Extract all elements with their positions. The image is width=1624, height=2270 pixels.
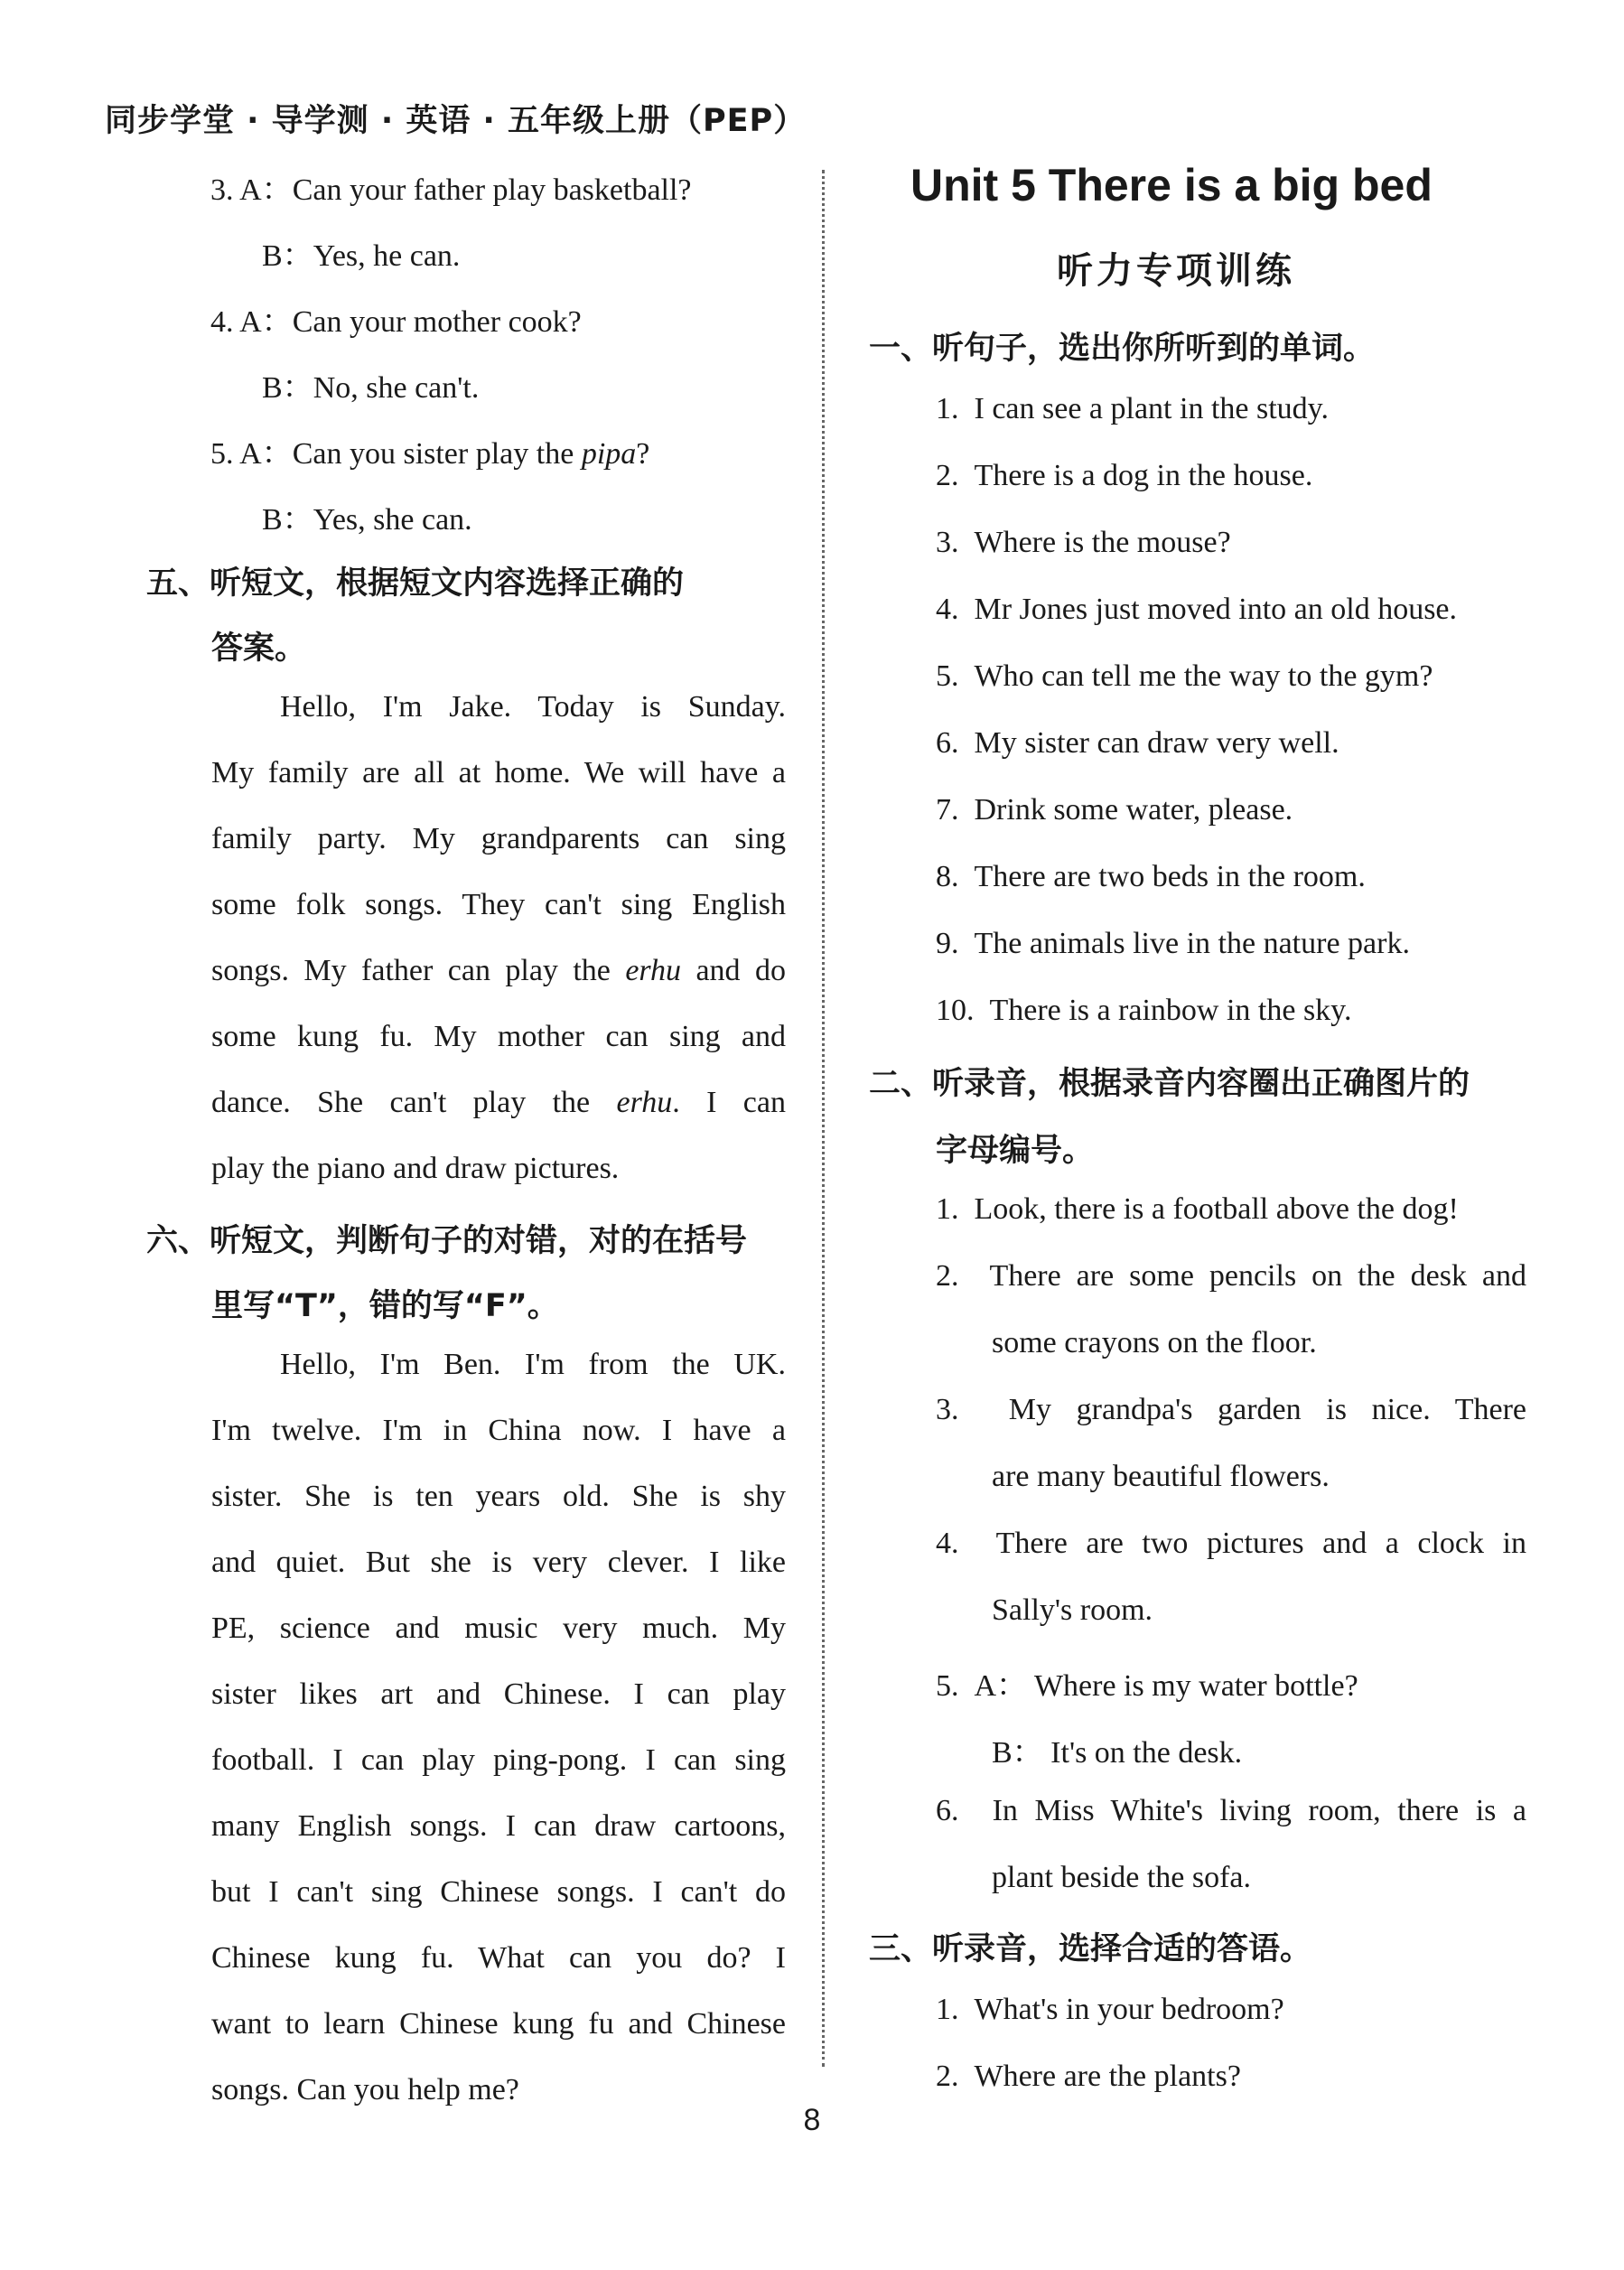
list-item xyxy=(936,860,1366,894)
item-text: In Miss White's living room, there is a xyxy=(992,1794,1527,1827)
item-number: 8. xyxy=(936,860,959,893)
unit-title: Unit 5 There is a big bed xyxy=(910,160,1433,210)
item-text: Drink some water, please. xyxy=(974,793,1293,827)
item-number: 6. xyxy=(936,726,959,760)
item-text: There is a rainbow in the sky. xyxy=(989,994,1352,1027)
item-text: Mr Jones just moved into an old house. xyxy=(974,593,1458,626)
dialogue-line: No, she can't. xyxy=(313,371,480,405)
list-item xyxy=(936,526,1231,560)
item-number: 5. xyxy=(936,1669,959,1703)
dialogue-4-b xyxy=(262,362,479,406)
dialogue-line: Can you sister play the pipa? xyxy=(292,437,650,471)
passage-line: want to learn Chinese kung fu and Chinese xyxy=(211,2007,786,2041)
item-text: Who can tell me the way to the gym? xyxy=(974,659,1433,693)
list-item-cont: B： It's on the desk. xyxy=(992,1736,1243,1770)
passage-line: songs. Can you help me? xyxy=(211,2073,519,2107)
list-item xyxy=(936,1192,1459,1227)
list-item xyxy=(936,1993,1284,2027)
list-item xyxy=(936,793,1293,827)
dialogue-5-b xyxy=(262,494,472,538)
passage-line: My family are all at home. We will have a xyxy=(211,756,786,789)
list-item-cont: Sally's room. xyxy=(992,1593,1153,1627)
passage-line: some kung fu. My mother can sing and xyxy=(211,1020,786,1053)
item-number: 4. xyxy=(936,593,959,626)
item-number: 5. xyxy=(936,659,959,693)
column-divider xyxy=(822,170,825,2067)
speaker-a-label: A： xyxy=(239,305,293,339)
list-item xyxy=(936,726,1339,761)
list-item xyxy=(936,1527,1526,1561)
item-text: Where is the mouse? xyxy=(974,526,1231,559)
dialogue-line: Can your father play basketball? xyxy=(292,173,692,207)
dialogue-line: Yes, she can. xyxy=(313,503,472,537)
passage-line: songs. My father can play the erhu and do xyxy=(211,954,786,987)
passage-line: many English songs. I can draw cartoons, xyxy=(211,1809,786,1843)
speaker-a-label: A： xyxy=(239,437,293,471)
section-1-title: 一、听句子，选出你所听到的单词。 xyxy=(869,331,1376,367)
item-number: 3. xyxy=(936,1393,959,1426)
list-item xyxy=(936,459,1312,493)
item-number: 1. xyxy=(936,392,959,425)
list-item xyxy=(936,994,1351,1028)
item-number: 2. xyxy=(936,459,959,492)
item-number: 1. xyxy=(936,1192,959,1226)
passage-line: Hello, I'm Jake. Today is Sunday. xyxy=(280,690,786,724)
item-text: My grandpa's garden is nice. There xyxy=(1008,1393,1527,1426)
passage-line: but I can't sing Chinese songs. I can't do xyxy=(211,1875,786,1909)
item-text: There are two beds in the room. xyxy=(974,860,1366,893)
list-item xyxy=(936,593,1457,627)
passage-line: PE, science and music very much. My xyxy=(211,1611,786,1645)
dialogue-number: 5. xyxy=(210,437,234,471)
section-5-title: 五、听短文，根据短文内容选择正确的 xyxy=(146,565,685,602)
speaker-b-label: B： xyxy=(262,371,313,405)
item-number: 3. xyxy=(936,526,959,559)
item-number: 9. xyxy=(936,927,959,960)
passage-line: and quiet. But she is very clever. I like xyxy=(211,1546,786,1579)
passage-line: family party. My grandparents can sing xyxy=(211,822,786,855)
dialogue-3-a xyxy=(210,164,692,209)
passage-line: sister likes art and Chinese. I can play xyxy=(211,1677,786,1711)
item-number: 7. xyxy=(936,793,959,827)
item-text: There is a dog in the house. xyxy=(974,459,1313,492)
item-text: My sister can draw very well. xyxy=(974,726,1339,760)
dialogue-3-b xyxy=(262,230,460,275)
passage-line: I'm twelve. I'm in China now. I have a xyxy=(211,1414,786,1447)
section-6-title-cont: 里写“T”，错的写“F”。 xyxy=(211,1288,559,1324)
list-item xyxy=(936,1259,1526,1294)
item-text: The animals live in the nature park. xyxy=(974,927,1410,960)
item-text: There are some pencils on the desk and xyxy=(989,1259,1526,1293)
page-header: 同步学堂 · 导学测 · 英语 · 五年级上册（PEP） xyxy=(105,103,807,139)
section-2-title: 二、听录音，根据录音内容圈出正确图片的 xyxy=(869,1066,1470,1102)
list-item xyxy=(936,927,1410,961)
speaker-a-label: A： xyxy=(239,173,293,207)
passage-line: dance. She can't play the erhu. I can xyxy=(211,1086,786,1119)
speaker-b-label: B： xyxy=(262,503,313,537)
passage-line: sister. She is ten years old. She is shy xyxy=(211,1480,786,1513)
dialogue-4-a xyxy=(210,296,582,341)
section-3-title: 三、听录音，选择合适的答语。 xyxy=(869,1931,1312,1967)
dialogue-5-a xyxy=(210,428,649,472)
section-6-title: 六、听短文，判断句子的对错，对的在括号 xyxy=(146,1223,748,1259)
list-item xyxy=(936,1794,1526,1828)
passage-line: some folk songs. They can't sing English xyxy=(211,888,786,921)
item-number: 10. xyxy=(936,994,975,1027)
passage-line: play the piano and draw pictures. xyxy=(211,1152,620,1185)
list-item xyxy=(936,392,1329,426)
list-item xyxy=(936,1660,1358,1705)
item-text: I can see a plant in the study. xyxy=(974,392,1329,425)
list-item xyxy=(936,2060,1241,2094)
item-text: Look, there is a football above the dog! xyxy=(974,1192,1459,1226)
item-number: 6. xyxy=(936,1794,959,1827)
list-item xyxy=(936,659,1433,694)
list-item-cont: are many beautiful flowers. xyxy=(992,1460,1330,1493)
page-number: 8 xyxy=(803,2103,821,2137)
passage-line: football. I can play ping-pong. I can sing xyxy=(211,1743,786,1777)
item-number: 4. xyxy=(936,1527,959,1560)
item-number: 2. xyxy=(936,2060,959,2093)
item-number: 2. xyxy=(936,1259,959,1293)
list-item xyxy=(936,1393,1526,1427)
item-number: 1. xyxy=(936,1993,959,2026)
passage-line: Hello, I'm Ben. I'm from the UK. xyxy=(280,1348,786,1381)
unit-subtitle: 听力专项训练 xyxy=(1057,250,1295,292)
dialogue-number: 3. xyxy=(210,173,234,207)
dialogue-line: Can your mother cook? xyxy=(292,305,582,339)
item-text: There are two pictures and a clock in xyxy=(995,1527,1526,1560)
dialogue-number: 4. xyxy=(210,305,234,339)
item-text: A： Where is my water bottle? xyxy=(974,1669,1358,1703)
section-2-title-cont: 字母编号。 xyxy=(936,1133,1095,1169)
item-text: What's in your bedroom? xyxy=(974,1993,1284,2026)
speaker-b-label: B： xyxy=(262,239,313,273)
list-item-cont: plant beside the sofa. xyxy=(992,1861,1252,1894)
passage-line: Chinese kung fu. What can you do? I xyxy=(211,1941,786,1975)
item-text: Where are the plants? xyxy=(974,2060,1241,2093)
list-item-cont: some crayons on the floor. xyxy=(992,1326,1317,1359)
section-5-title-cont: 答案。 xyxy=(211,631,307,667)
dialogue-line: Yes, he can. xyxy=(313,239,461,273)
